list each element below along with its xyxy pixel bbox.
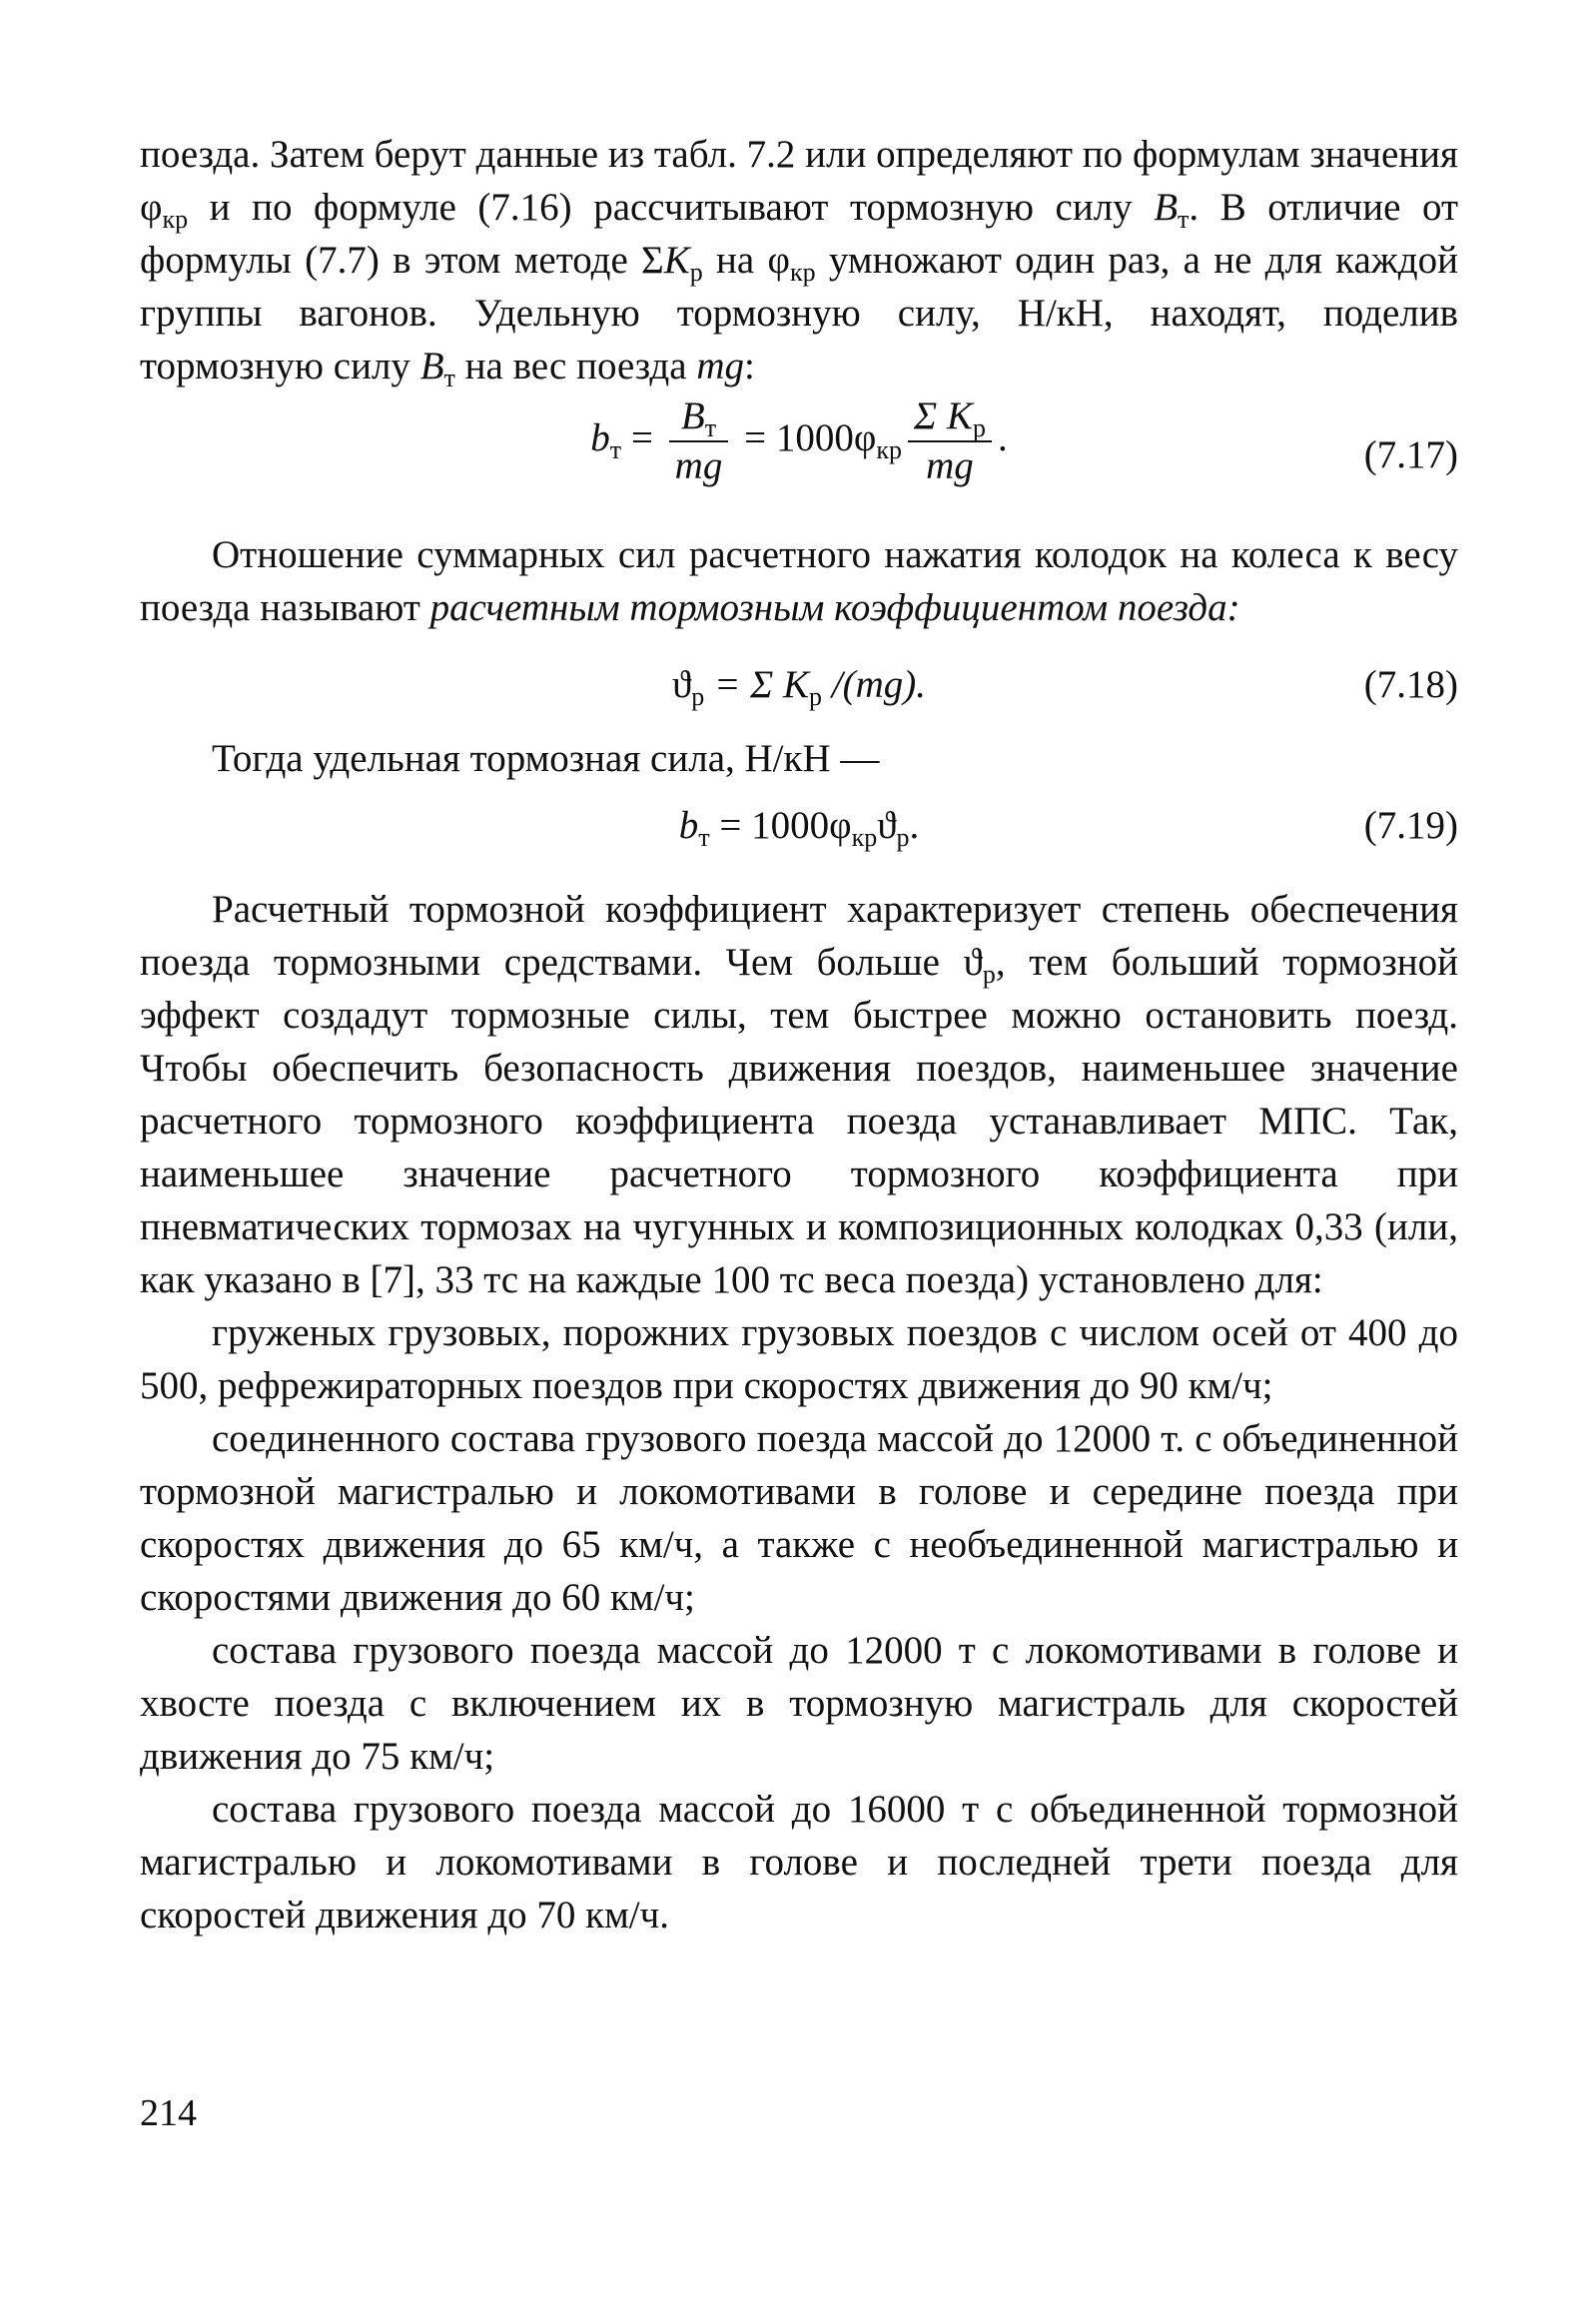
symbol: b bbox=[590, 415, 610, 459]
denominator bbox=[908, 442, 992, 490]
subscript: р bbox=[691, 682, 705, 711]
numerator bbox=[669, 392, 729, 440]
operator: = 1000φ bbox=[709, 804, 852, 847]
text: на вес поезда bbox=[454, 345, 697, 387]
text: поезда. Затем берут данные из табл. 7.2 или определяют по формулам значения φ bbox=[140, 133, 1458, 229]
symbol: b bbox=[678, 804, 699, 847]
text: Расчетный тормозной коэффициент характеризует степень обеспечения поезда тормозными средствами. Чем больше ϑ bbox=[140, 888, 1458, 984]
text: умножают один раз, а не для каждой группы вагонов. Удельную тормозную силу, Н/кН, находят, поделив тормозную силу bbox=[140, 239, 1458, 387]
text: , тем больший тормозной эффект создадут тормозные силы, тем быстрее можно остановить поезд. Чтобы обеспечить безопасность движения поездов, наименьшее значение расчетного тормозного коэффициента поезда устанавливает МПС. Так, наименьшее значение расчетного тормозного коэффициента при пневматических тормозах на чугунных и композиционных колодках 0,33 (или, как указано в [7], 33 тс на каждые 100 тс веса поезда) установлено для: bbox=[140, 941, 1458, 1301]
symbol: B bbox=[1154, 186, 1179, 229]
symbol: Σ K bbox=[914, 394, 973, 437]
numerator bbox=[908, 392, 992, 440]
symbol: mg bbox=[674, 444, 723, 487]
subscript: р bbox=[689, 258, 703, 287]
equation-number: (7.18) bbox=[1363, 663, 1458, 706]
paragraph-coefficient bbox=[140, 883, 1458, 1306]
subscript: т bbox=[609, 434, 622, 464]
symbol: B bbox=[419, 345, 444, 387]
fraction bbox=[669, 392, 729, 490]
formula-7-19 bbox=[140, 799, 1458, 859]
text: . В отличие от формулы (7.7) в этом методе Σ bbox=[140, 186, 1458, 282]
list-item: состава грузового поезда массой до 12000 т с локомотивами в голове и хвосте поезда с включением их в тормозную магистраль для скоростей движения до 75 км/ч; bbox=[140, 1629, 1458, 1778]
punctuation: . bbox=[997, 415, 1008, 459]
formula-7-18 bbox=[140, 658, 1458, 718]
formula-7-17 bbox=[140, 392, 1458, 514]
symbol: ϑ bbox=[671, 663, 692, 706]
paragraph-intro bbox=[140, 128, 1458, 392]
symbol: = Σ K bbox=[704, 663, 810, 706]
symbol: /(mg). bbox=[822, 663, 927, 706]
fraction bbox=[908, 392, 992, 490]
subscript: р bbox=[972, 413, 986, 442]
text: и по формуле (7.16) рассчитывают тормозную силу bbox=[188, 186, 1155, 229]
symbol: ϑ bbox=[877, 804, 897, 847]
page-number: 214 bbox=[140, 2092, 197, 2134]
subscript: кр bbox=[851, 823, 878, 852]
denominator bbox=[669, 442, 729, 490]
page-body bbox=[140, 128, 1458, 1941]
emphasis: расчетным тормозным коэффициентом поезда: bbox=[429, 586, 1240, 629]
symbol: K bbox=[663, 239, 690, 282]
subscript: т bbox=[698, 823, 710, 852]
subscript: р bbox=[809, 682, 823, 711]
list-item: состава грузового поезда массой до 16000 т с объединенной тормозной магистралью и локомотивами в голове и последней трети поезда для скоростей движения до 70 км/ч. bbox=[140, 1788, 1458, 1936]
paragraph-definition bbox=[140, 528, 1458, 634]
punctuation: . bbox=[909, 804, 920, 847]
equation-number: (7.17) bbox=[1363, 433, 1458, 476]
text: Отношение суммарных сил расчетного нажатия колодок на колеса к весу поезда называют bbox=[140, 533, 1458, 629]
text: на φ bbox=[702, 239, 790, 282]
subscript: р bbox=[896, 823, 910, 852]
formula-expression bbox=[140, 799, 1458, 852]
subscript: кр bbox=[162, 205, 189, 234]
operator: = bbox=[621, 415, 663, 459]
subscript: р bbox=[982, 960, 996, 989]
subscript: кр bbox=[790, 258, 816, 287]
symbol: B bbox=[680, 394, 705, 437]
formula-expression bbox=[140, 658, 1458, 711]
operator: = 1000φ bbox=[734, 415, 877, 459]
subscript: т bbox=[704, 413, 717, 442]
text: : bbox=[744, 345, 755, 387]
subscript: т bbox=[443, 364, 455, 392]
paragraph-then: Тогда удельная тормозная сила, Н/кН — bbox=[212, 737, 880, 780]
symbol: mg bbox=[696, 345, 745, 387]
formula-expression bbox=[140, 392, 1458, 490]
subscript: т bbox=[1178, 205, 1190, 234]
list-item: соединенного состава грузового поезда массой до 12000 т. с объединенной тормозной магистралью и локомотивами в голове и середине поезда при скоростях движения до 65 км/ч, а также с необъединенной магистралью и скоростями движения до 60 км/ч; bbox=[140, 1417, 1458, 1619]
subscript: кр bbox=[876, 434, 902, 464]
equation-number: (7.19) bbox=[1363, 804, 1458, 847]
list-item: груженых грузовых, порожних грузовых поездов с числом осей от 400 до 500, рефрежираторных поездов при скоростях движения до 90 км/ч; bbox=[140, 1311, 1458, 1407]
symbol: mg bbox=[926, 444, 974, 487]
